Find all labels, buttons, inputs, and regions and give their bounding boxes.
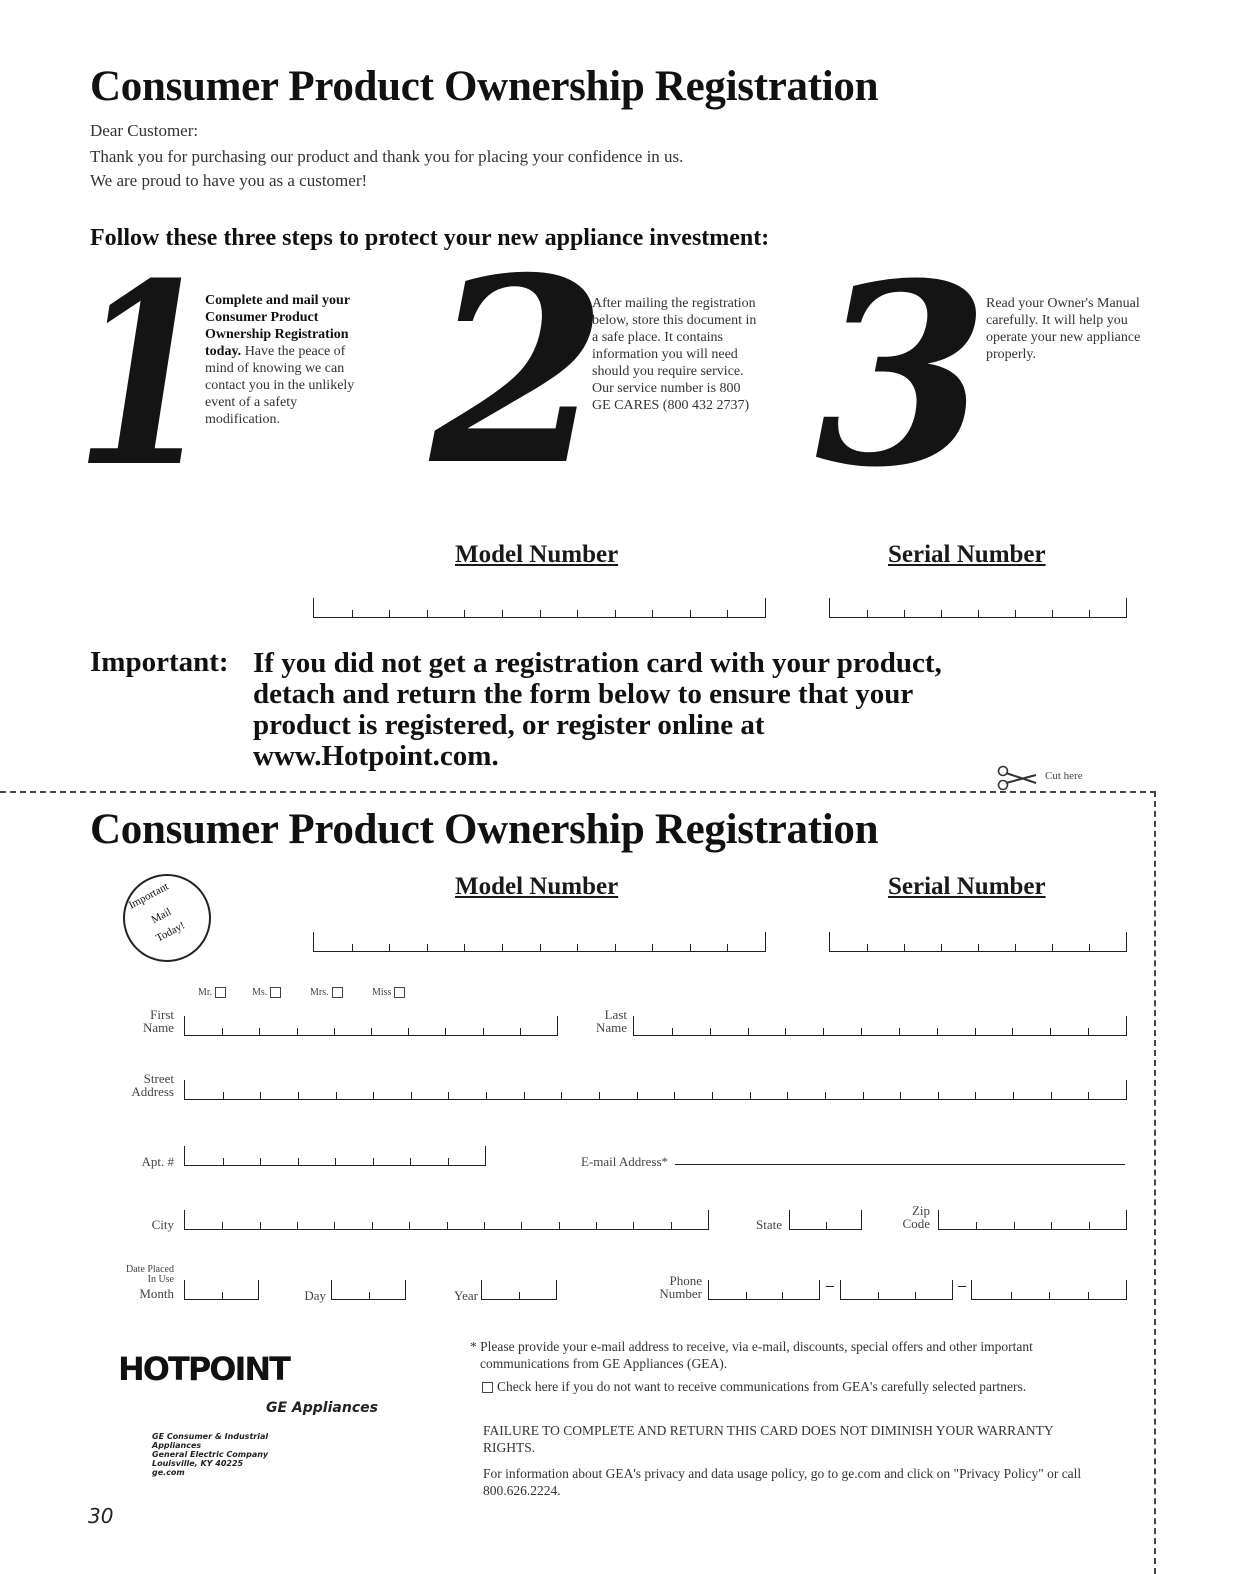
cell-divider — [941, 610, 942, 617]
cell-divider — [787, 1092, 788, 1099]
first-name-label — [110, 1008, 174, 1034]
email-note: * Please provide your e-mail address to receive, via e-mail, discounts, special offers and other important communications from GE Appliances (GEA). — [470, 1339, 1033, 1371]
title-mr[interactable] — [198, 987, 226, 998]
cell-divider — [867, 610, 868, 617]
cell-divider — [861, 1028, 862, 1035]
cell-divider — [298, 1158, 299, 1165]
cell-divider — [1088, 1292, 1089, 1299]
cell-divider — [427, 610, 428, 617]
cell-divider — [464, 944, 465, 951]
cell-divider — [502, 944, 503, 951]
title-miss[interactable] — [372, 987, 405, 998]
cell-divider — [867, 944, 868, 951]
cell-divider — [222, 1222, 223, 1229]
step-1-number: 1 — [75, 228, 215, 522]
company-address — [152, 1432, 268, 1477]
month-label: Month — [139, 1286, 174, 1301]
apt-input[interactable] — [184, 1146, 486, 1166]
cell-divider — [411, 1092, 412, 1099]
form-title: Consumer Product Ownership Registration — [90, 806, 879, 853]
cell-divider — [408, 1028, 409, 1035]
cell-divider — [427, 944, 428, 951]
cell-divider — [577, 944, 578, 951]
stamp-line-2: Mail — [149, 905, 174, 927]
cell-divider — [671, 1222, 672, 1229]
cell-divider — [615, 610, 616, 617]
zip-code-input[interactable] — [938, 1210, 1127, 1230]
step-1-body: Have the peace of mind of knowing we can contact you in the unlikely event of a safety modification. — [205, 344, 355, 427]
zip-label-2: Code — [902, 1216, 930, 1231]
step-3-text: Read your Owner's Manual carefully. It will help you operate your new appliance properly. — [986, 296, 1141, 362]
form-serial-number-input[interactable] — [829, 932, 1127, 952]
title-mrs-label: Mrs. — [310, 987, 329, 998]
cell-divider — [782, 1292, 783, 1299]
hotpoint-logo: HOTPOINT — [118, 1350, 289, 1388]
cell-divider — [941, 944, 942, 951]
title-mrs-checkbox[interactable] — [332, 987, 343, 998]
day-label: Day — [304, 1288, 326, 1303]
serial-number-label: Serial Number — [888, 541, 1046, 568]
opt-out-row — [482, 1378, 1082, 1395]
cell-divider — [369, 1292, 370, 1299]
serial-number-input[interactable] — [829, 598, 1127, 618]
cell-divider — [298, 1092, 299, 1099]
cell-divider — [878, 1292, 879, 1299]
cell-divider — [484, 1222, 485, 1229]
stamp-line-3: Today! — [153, 919, 188, 945]
steps-heading: Follow these three steps to protect your new appliance investment: — [90, 225, 770, 251]
important-mail-today-stamp — [121, 872, 213, 964]
cell-divider — [599, 1092, 600, 1099]
cell-divider — [464, 610, 465, 617]
cell-divider — [637, 1092, 638, 1099]
last-name-label — [565, 1008, 627, 1034]
cell-divider — [297, 1028, 298, 1035]
cell-divider — [1012, 1028, 1013, 1035]
city-label: City — [151, 1217, 174, 1232]
cell-divider — [652, 944, 653, 951]
cell-divider — [1015, 944, 1016, 951]
step-2-number: 2 — [430, 223, 608, 522]
address-line-4: Louisville, KY 40225 — [152, 1459, 244, 1468]
cell-divider — [904, 944, 905, 951]
title-ms[interactable] — [252, 987, 281, 998]
street-label-1: Street — [143, 1071, 174, 1086]
cell-divider — [976, 1222, 977, 1229]
failure-notice: FAILURE TO COMPLETE AND RETURN THIS CARD DOES NOT DIMINISH YOUR WARRANTY RIGHTS. — [483, 1423, 1054, 1455]
cell-divider — [712, 1092, 713, 1099]
title-mr-label: Mr. — [198, 987, 213, 998]
address-line-5: ge.com — [152, 1468, 185, 1477]
phone-label-1: Phone — [669, 1273, 702, 1288]
cell-divider — [937, 1028, 938, 1035]
state-label: State — [756, 1217, 782, 1232]
last-name-input[interactable] — [633, 1016, 1127, 1036]
cell-divider — [223, 1092, 224, 1099]
page-title: Consumer Product Ownership Registration — [90, 63, 879, 110]
phone-dash-1 — [826, 1286, 834, 1287]
opt-out-checkbox[interactable] — [482, 1382, 493, 1393]
cell-divider — [1089, 1222, 1090, 1229]
cell-divider — [710, 1028, 711, 1035]
cell-divider — [1052, 944, 1053, 951]
phone-label — [620, 1274, 702, 1300]
step-1-text — [205, 292, 370, 428]
cell-divider — [389, 944, 390, 951]
cell-divider — [447, 1222, 448, 1229]
cell-divider — [520, 1028, 521, 1035]
cell-divider — [445, 1028, 446, 1035]
cell-divider — [524, 1092, 525, 1099]
cell-divider — [1050, 1028, 1051, 1035]
cell-divider — [748, 1028, 749, 1035]
date-placed-label-2: In Use — [147, 1274, 174, 1285]
cell-divider — [1049, 1292, 1050, 1299]
thanks-line-1: Thank you for purchasing our product and thank you for placing your confidence in us. — [90, 147, 684, 166]
cell-divider — [899, 1028, 900, 1035]
date-placed-label — [90, 1265, 174, 1285]
cell-divider — [559, 1222, 560, 1229]
cell-divider — [915, 1292, 916, 1299]
year-input[interactable] — [481, 1280, 557, 1300]
cell-divider — [938, 1092, 939, 1099]
month-input[interactable] — [184, 1280, 259, 1300]
cell-divider — [335, 1158, 336, 1165]
cut-here-label: Cut here — [1045, 770, 1083, 782]
cell-divider — [297, 1222, 298, 1229]
model-number-label: Model Number — [455, 541, 619, 568]
cell-divider — [222, 1028, 223, 1035]
state-input[interactable] — [789, 1210, 862, 1230]
phone-prefix-input[interactable] — [840, 1280, 953, 1300]
day-input[interactable] — [331, 1280, 406, 1300]
cell-divider — [373, 1092, 374, 1099]
phone-line-input[interactable] — [971, 1280, 1127, 1300]
cell-divider — [900, 1092, 901, 1099]
year-label: Year — [454, 1288, 478, 1303]
cell-divider — [1015, 610, 1016, 617]
form-model-number-input[interactable] — [313, 932, 766, 952]
first-name-label-2: Name — [142, 1020, 174, 1035]
cell-divider — [596, 1222, 597, 1229]
cell-divider — [223, 1158, 224, 1165]
model-number-input[interactable] — [313, 598, 766, 618]
cell-divider — [334, 1222, 335, 1229]
cell-divider — [825, 1092, 826, 1099]
title-mrs[interactable] — [310, 987, 343, 998]
cell-divider — [389, 610, 390, 617]
cell-divider — [1051, 1092, 1052, 1099]
cell-divider — [540, 944, 541, 951]
cell-divider — [826, 1222, 827, 1229]
cell-divider — [373, 1158, 374, 1165]
important-text: If you did not get a registration card with your product, detach and return the form below to ensure that your product is registered, or register online at www.Hotpoint.com. — [253, 647, 942, 772]
cell-divider — [904, 610, 905, 617]
title-miss-label: Miss — [372, 987, 392, 998]
opt-out-text: Check here if you do not want to receive communications from GEA's carefully selected partners. — [497, 1379, 1027, 1394]
cell-divider — [483, 1028, 484, 1035]
cell-divider — [561, 1092, 562, 1099]
important-label: Important: — [90, 646, 229, 678]
cell-divider — [975, 1028, 976, 1035]
cell-divider — [519, 1292, 520, 1299]
cell-divider — [1013, 1092, 1014, 1099]
scissors-icon — [996, 763, 1038, 796]
cell-divider — [410, 1158, 411, 1165]
cell-divider — [727, 944, 728, 951]
cell-divider — [502, 610, 503, 617]
cell-divider — [1014, 1222, 1015, 1229]
cell-divider — [1011, 1292, 1012, 1299]
address-line-3: General Electric Company — [152, 1450, 269, 1459]
cell-divider — [1088, 1028, 1089, 1035]
cell-divider — [521, 1222, 522, 1229]
cell-divider — [260, 1158, 261, 1165]
apt-label: Apt. # — [141, 1154, 174, 1169]
street-address-input[interactable] — [184, 1080, 1127, 1100]
street-address-label — [100, 1072, 174, 1098]
phone-area-input[interactable] — [708, 1280, 820, 1300]
cell-divider — [540, 610, 541, 617]
cell-divider — [448, 1092, 449, 1099]
step-1-bold: Complete and mail your Consumer Product Ownership Registration today. — [205, 293, 350, 359]
last-name-label-1: Last — [604, 1007, 627, 1022]
cell-divider — [785, 1028, 786, 1035]
cell-divider — [336, 1092, 337, 1099]
cell-divider — [1052, 610, 1053, 617]
cell-divider — [448, 1158, 449, 1165]
cut-line — [0, 791, 1156, 793]
form-model-number-label: Model Number — [455, 873, 619, 900]
title-miss-checkbox[interactable] — [394, 987, 405, 998]
cut-line-vertical — [1154, 791, 1156, 1574]
cell-divider — [978, 944, 979, 951]
phone-dash-2 — [958, 1286, 966, 1287]
cell-divider — [260, 1092, 261, 1099]
first-name-label-1: First — [150, 1007, 174, 1022]
cell-divider — [260, 1222, 261, 1229]
title-mr-checkbox[interactable] — [215, 987, 226, 998]
cell-divider — [1088, 1092, 1089, 1099]
email-input[interactable] — [675, 1164, 1125, 1165]
cell-divider — [486, 1092, 487, 1099]
zip-label-1: Zip — [911, 1203, 930, 1218]
city-input[interactable] — [184, 1210, 709, 1230]
cell-divider — [1089, 610, 1090, 617]
cell-divider — [1051, 1222, 1052, 1229]
cell-divider — [372, 1222, 373, 1229]
cell-divider — [975, 1092, 976, 1099]
cell-divider — [746, 1292, 747, 1299]
cell-divider — [823, 1028, 824, 1035]
street-label-2: Address — [131, 1084, 174, 1099]
cell-divider — [222, 1292, 223, 1299]
cell-divider — [672, 1028, 673, 1035]
cell-divider — [674, 1092, 675, 1099]
cell-divider — [1089, 944, 1090, 951]
step-2-text: After mailing the registration below, store this document in a safe place. It contains information you will need should you require service. Our service number is 800 GE CARES (800 432 2737) — [592, 296, 757, 413]
cell-divider — [409, 1222, 410, 1229]
last-name-label-2: Name — [595, 1020, 627, 1035]
page-number: 30 — [88, 1504, 114, 1528]
greeting: Dear Customer: — [90, 121, 199, 140]
cell-divider — [334, 1028, 335, 1035]
cell-divider — [352, 944, 353, 951]
cell-divider — [615, 944, 616, 951]
first-name-input[interactable] — [184, 1016, 558, 1036]
email-label: E-mail Address* — [580, 1154, 668, 1169]
cell-divider — [863, 1092, 864, 1099]
cell-divider — [690, 610, 691, 617]
title-ms-label: Ms. — [252, 987, 268, 998]
cell-divider — [750, 1092, 751, 1099]
step-3-number: 3 — [815, 228, 989, 522]
title-ms-checkbox[interactable] — [270, 987, 281, 998]
privacy-notice: For information about GEA's privacy and data usage policy, go to ge.com and click on "Privacy Policy" or call 800.626.2224. — [483, 1466, 1082, 1498]
ge-appliances-label: GE Appliances — [266, 1400, 378, 1416]
thanks-line-2: We are proud to have you as a customer! — [90, 171, 368, 190]
address-line-1: GE Consumer & Industrial — [152, 1432, 269, 1441]
cell-divider — [259, 1028, 260, 1035]
address-line-2: Appliances — [152, 1441, 202, 1450]
zip-code-label — [880, 1204, 930, 1230]
cell-divider — [652, 610, 653, 617]
date-placed-label-1: Date Placed — [125, 1264, 174, 1275]
phone-label-2: Number — [659, 1286, 702, 1301]
cell-divider — [371, 1028, 372, 1035]
cell-divider — [978, 610, 979, 617]
cell-divider — [727, 610, 728, 617]
cell-divider — [577, 610, 578, 617]
cell-divider — [633, 1222, 634, 1229]
stamp-line-1: Important — [126, 880, 171, 912]
cell-divider — [352, 610, 353, 617]
cell-divider — [690, 944, 691, 951]
form-serial-number-label: Serial Number — [888, 873, 1046, 900]
